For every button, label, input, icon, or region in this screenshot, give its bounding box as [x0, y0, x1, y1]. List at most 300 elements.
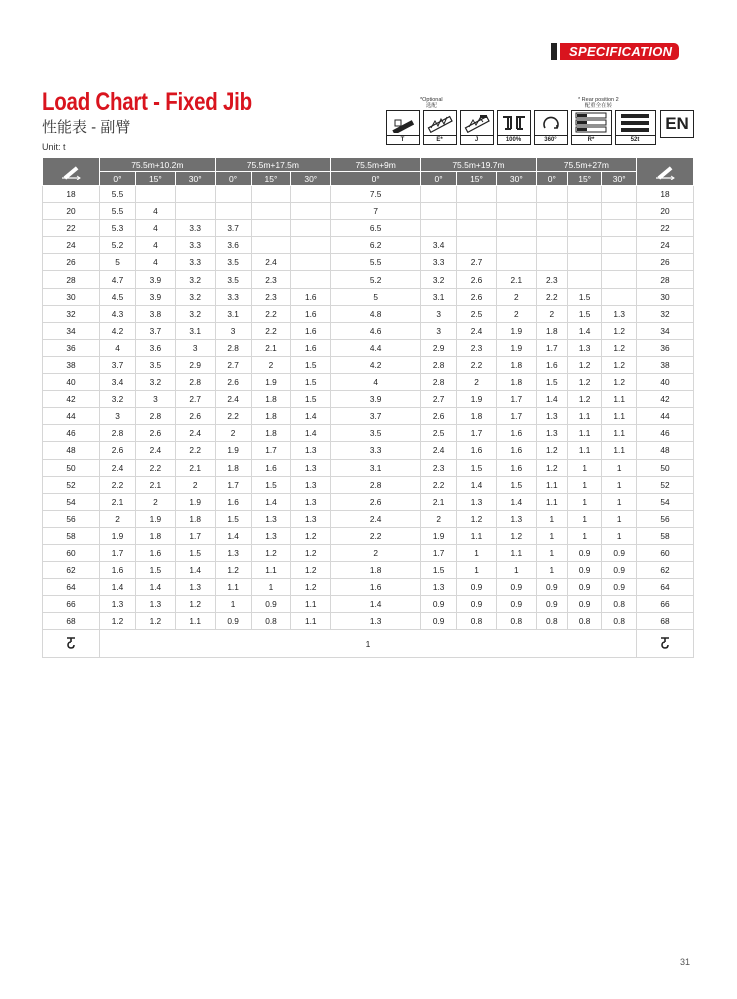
load-cell: 2.2 — [215, 408, 251, 425]
load-cell: 1.8 — [251, 391, 291, 408]
load-cell: 0.8 — [602, 596, 637, 613]
radius-cell: 26 — [43, 254, 100, 271]
boom-config-header: 75.5m+17.5m — [215, 158, 331, 172]
table-row — [43, 510, 694, 527]
load-cell: 1.7 — [496, 391, 536, 408]
load-cell: 2.6 — [421, 408, 457, 425]
load-cell: 2.3 — [251, 271, 291, 288]
load-cell: 2 — [100, 510, 136, 527]
load-cell — [251, 203, 291, 220]
load-cell: 1.5 — [536, 374, 567, 391]
load-cell: 1.2 — [602, 374, 637, 391]
crane-radius-icon — [60, 162, 82, 180]
load-cell: 1 — [602, 459, 637, 476]
load-cell: 0.9 — [536, 579, 567, 596]
boom-config-header: 75.5m+19.7m — [421, 158, 537, 172]
load-cell: 3.2 — [175, 271, 215, 288]
load-cell: 1.7 — [251, 442, 291, 459]
load-cell: 1.2 — [496, 527, 536, 544]
load-cell: 2.7 — [457, 254, 497, 271]
hook-block-icon — [43, 630, 100, 658]
load-cell: 1 — [602, 510, 637, 527]
table-header-groups — [43, 158, 694, 172]
table-row — [43, 322, 694, 339]
load-cell: 1.3 — [536, 408, 567, 425]
radius-cell: 64 — [637, 579, 694, 596]
load-cell: 1.1 — [457, 527, 497, 544]
table-row — [43, 562, 694, 579]
load-cell — [291, 237, 331, 254]
load-cell: 2.6 — [331, 493, 421, 510]
load-cell: 1.2 — [567, 391, 601, 408]
load-cell: 1 — [536, 527, 567, 544]
radius-cell: 22 — [637, 220, 694, 237]
radius-cell: 30 — [637, 288, 694, 305]
load-cell — [251, 220, 291, 237]
load-cell: 2.6 — [100, 442, 136, 459]
load-cell: 1.7 — [457, 425, 497, 442]
optional-note: *Optional 选配 — [420, 97, 443, 109]
load-cell: 2 — [457, 374, 497, 391]
load-cell: 0.8 — [536, 613, 567, 630]
load-cell: 3.4 — [100, 374, 136, 391]
radius-cell: 44 — [637, 408, 694, 425]
load-cell: 2 — [496, 305, 536, 322]
load-cell — [567, 220, 601, 237]
config-item-jib: J — [459, 110, 494, 145]
load-cell: 0.8 — [567, 613, 601, 630]
load-cell: 2 — [251, 356, 291, 373]
radius-cell: 34 — [637, 322, 694, 339]
load-cell: 1.6 — [251, 459, 291, 476]
load-cell: 1.6 — [215, 493, 251, 510]
angle-header: 0° — [536, 172, 567, 186]
load-cell: 2.2 — [536, 288, 567, 305]
load-cell: 1.2 — [291, 562, 331, 579]
load-cell: 1.3 — [215, 544, 251, 561]
load-cell: 1.1 — [175, 613, 215, 630]
load-cell: 1.4 — [215, 527, 251, 544]
radius-cell: 34 — [43, 322, 100, 339]
load-cell: 1.2 — [536, 442, 567, 459]
load-cell: 2 — [215, 425, 251, 442]
load-cell: 1.2 — [602, 339, 637, 356]
load-cell: 1.8 — [457, 408, 497, 425]
load-cell: 4.8 — [331, 305, 421, 322]
radius-cell: 24 — [43, 237, 100, 254]
load-cell: 1.4 — [251, 493, 291, 510]
radius-cell: 62 — [637, 562, 694, 579]
boom-config-header: 75.5m+27m — [536, 158, 636, 172]
load-cell: 2.3 — [457, 339, 497, 356]
load-cell: 0.9 — [496, 579, 536, 596]
load-cell: 5.5 — [100, 203, 136, 220]
load-cell: 3.1 — [215, 305, 251, 322]
load-cell: 1.4 — [567, 322, 601, 339]
load-cell: 1 — [602, 493, 637, 510]
load-cell — [457, 220, 497, 237]
load-cell: 1.6 — [291, 322, 331, 339]
load-cell — [215, 186, 251, 203]
load-cell — [536, 203, 567, 220]
load-cell: 1.1 — [536, 476, 567, 493]
load-cell: 1.1 — [567, 442, 601, 459]
load-cell: 5.5 — [331, 254, 421, 271]
table-row — [43, 271, 694, 288]
load-cell: 3.7 — [100, 356, 136, 373]
radius-cell: 42 — [637, 391, 694, 408]
counterweight-icon — [571, 110, 612, 136]
load-cell: 1.1 — [567, 408, 601, 425]
angle-header: 0° — [331, 172, 421, 186]
load-cell: 1.6 — [291, 288, 331, 305]
rear-position-note: * Rear position 2 配重全在转 — [578, 97, 619, 109]
load-cell — [602, 271, 637, 288]
load-cell: 1 — [457, 544, 497, 561]
load-cell — [567, 271, 601, 288]
load-cell: 1 — [567, 527, 601, 544]
load-cell — [215, 203, 251, 220]
table-row — [43, 220, 694, 237]
radius-cell: 32 — [637, 305, 694, 322]
load-cell: 1.5 — [175, 544, 215, 561]
load-cell: 1.2 — [291, 579, 331, 596]
load-cell: 3.3 — [215, 288, 251, 305]
load-cell: 0.9 — [567, 562, 601, 579]
radius-cell: 40 — [43, 374, 100, 391]
load-cell: 1.4 — [291, 425, 331, 442]
table-row — [43, 596, 694, 613]
table-row — [43, 288, 694, 305]
radius-cell: 46 — [637, 425, 694, 442]
load-cell: 2.7 — [421, 391, 457, 408]
load-cell — [602, 186, 637, 203]
load-cell: 1.5 — [215, 510, 251, 527]
radius-cell: 58 — [637, 527, 694, 544]
load-cell: 1.6 — [100, 562, 136, 579]
config-item-extension: E* — [422, 110, 457, 145]
load-cell: 1.1 — [215, 579, 251, 596]
load-cell: 1.8 — [536, 322, 567, 339]
load-cell: 1.9 — [421, 527, 457, 544]
load-cell: 1.6 — [536, 356, 567, 373]
load-cell: 4 — [136, 203, 176, 220]
load-cell: 1.4 — [496, 493, 536, 510]
load-cell: 2.4 — [457, 322, 497, 339]
load-cell: 3.6 — [215, 237, 251, 254]
load-cell: 5 — [100, 254, 136, 271]
load-cell: 1.8 — [251, 425, 291, 442]
load-cell: 1 — [567, 459, 601, 476]
table-row — [43, 305, 694, 322]
load-cell: 2.2 — [457, 356, 497, 373]
load-cell: 4.5 — [100, 288, 136, 305]
rotation-icon — [534, 110, 568, 136]
load-cell — [536, 220, 567, 237]
load-cell: 1.9 — [215, 442, 251, 459]
load-cell: 3.7 — [136, 322, 176, 339]
load-cell — [567, 237, 601, 254]
outrigger-icon — [497, 110, 531, 136]
load-cell: 3.9 — [136, 288, 176, 305]
radius-cell: 28 — [43, 271, 100, 288]
table-row — [43, 356, 694, 373]
load-cell: 2.1 — [175, 459, 215, 476]
load-cell: 3.2 — [136, 374, 176, 391]
load-cell: 1.3 — [251, 527, 291, 544]
radius-cell: 32 — [43, 305, 100, 322]
load-cell: 1.2 — [602, 322, 637, 339]
table-row — [43, 408, 694, 425]
table-row — [43, 459, 694, 476]
load-cell: 1.2 — [567, 374, 601, 391]
load-cell: 0.9 — [602, 562, 637, 579]
load-cell: 1.9 — [457, 391, 497, 408]
load-cell: 3.9 — [331, 391, 421, 408]
load-cell: 1.8 — [215, 459, 251, 476]
load-cell: 1 — [536, 510, 567, 527]
load-cell: 3.5 — [215, 271, 251, 288]
load-cell: 1 — [567, 510, 601, 527]
radius-header-right — [637, 158, 694, 186]
load-cell: 1.7 — [215, 476, 251, 493]
load-cell: 1 — [536, 544, 567, 561]
radius-cell: 28 — [637, 271, 694, 288]
load-cell: 1 — [457, 562, 497, 579]
load-cell: 1.6 — [496, 425, 536, 442]
load-cell: 4.4 — [331, 339, 421, 356]
radius-cell: 40 — [637, 374, 694, 391]
load-cell — [457, 186, 497, 203]
config-item-counterweight-stack: 52t — [614, 110, 656, 145]
load-cell: 0.9 — [602, 544, 637, 561]
radius-cell: 68 — [43, 613, 100, 630]
load-cell — [567, 186, 601, 203]
radius-cell: 68 — [637, 613, 694, 630]
load-cell: 3.5 — [215, 254, 251, 271]
radius-cell: 60 — [43, 544, 100, 561]
boom-config-header: 75.5m+10.2m — [100, 158, 216, 172]
load-cell: 1.1 — [602, 408, 637, 425]
load-cell: 2.2 — [331, 527, 421, 544]
counterweight-stack-icon — [615, 110, 656, 136]
load-cell: 5.5 — [100, 186, 136, 203]
load-cell: 3 — [136, 391, 176, 408]
load-cell: 1.5 — [567, 305, 601, 322]
load-cell: 1.8 — [496, 356, 536, 373]
load-cell: 0.9 — [457, 579, 497, 596]
load-cell — [291, 271, 331, 288]
load-cell: 1.3 — [291, 493, 331, 510]
radius-cell: 38 — [43, 356, 100, 373]
banner-label: SPECIFICATION — [560, 43, 679, 60]
load-cell: 1.2 — [457, 510, 497, 527]
load-cell: 1.3 — [136, 596, 176, 613]
load-cell — [457, 237, 497, 254]
load-cell: 2.8 — [215, 339, 251, 356]
load-cell: 2.1 — [251, 339, 291, 356]
table-row — [43, 493, 694, 510]
load-cell — [567, 254, 601, 271]
load-cell: 2 — [536, 305, 567, 322]
radius-cell: 60 — [637, 544, 694, 561]
load-cell: 1.4 — [175, 562, 215, 579]
specification-banner — [551, 43, 679, 60]
load-cell: 3.3 — [175, 220, 215, 237]
load-cell: 7 — [331, 203, 421, 220]
load-cell: 0.9 — [567, 596, 601, 613]
load-cell: 0.8 — [496, 613, 536, 630]
load-cell: 2.6 — [215, 374, 251, 391]
load-cell — [251, 186, 291, 203]
load-cell: 5.2 — [331, 271, 421, 288]
angle-header: 15° — [136, 172, 176, 186]
config-item-counterweight: R* — [570, 110, 612, 145]
load-cell: 3.3 — [175, 254, 215, 271]
load-cell — [421, 220, 457, 237]
angle-header: 0° — [215, 172, 251, 186]
radius-cell: 18 — [43, 186, 100, 203]
radius-cell: 20 — [43, 203, 100, 220]
radius-cell: 56 — [43, 510, 100, 527]
load-cell: 2.9 — [421, 339, 457, 356]
load-cell: 3.3 — [331, 442, 421, 459]
table-row — [43, 237, 694, 254]
load-cell: 4.7 — [100, 271, 136, 288]
load-cell — [536, 237, 567, 254]
load-cell: 1.3 — [175, 579, 215, 596]
load-cell: 3.2 — [175, 288, 215, 305]
load-cell: 1.1 — [567, 425, 601, 442]
load-cell: 2 — [175, 476, 215, 493]
table-row — [43, 442, 694, 459]
angle-header: 15° — [567, 172, 601, 186]
load-cell: 3.4 — [421, 237, 457, 254]
load-cell: 1.1 — [251, 562, 291, 579]
load-cell — [602, 237, 637, 254]
radius-cell: 48 — [43, 442, 100, 459]
crane-radius-icon — [654, 162, 676, 180]
load-cell: 2.7 — [175, 391, 215, 408]
load-cell: 1.1 — [291, 596, 331, 613]
load-cell: 5.3 — [100, 220, 136, 237]
radius-cell: 50 — [43, 459, 100, 476]
load-cell: 1.6 — [496, 459, 536, 476]
table-row — [43, 579, 694, 596]
load-cell: 4 — [136, 237, 176, 254]
load-cell — [602, 203, 637, 220]
load-cell: 3.2 — [175, 305, 215, 322]
load-cell: 3.7 — [331, 408, 421, 425]
load-cell — [536, 254, 567, 271]
load-cell: 1.6 — [331, 579, 421, 596]
load-cell: 1.2 — [175, 596, 215, 613]
load-cell: 2.1 — [136, 476, 176, 493]
page-title: Load Chart - Fixed Jib — [42, 88, 252, 116]
load-cell: 2.9 — [175, 356, 215, 373]
load-cell: 1 — [215, 596, 251, 613]
config-item-telescopic: T — [385, 110, 420, 145]
load-cell — [496, 237, 536, 254]
radius-cell: 54 — [637, 493, 694, 510]
configuration-icons — [385, 110, 694, 145]
load-cell: 3.6 — [136, 339, 176, 356]
load-cell: 2.2 — [251, 305, 291, 322]
load-cell: 2 — [331, 544, 421, 561]
load-cell: 1.5 — [251, 476, 291, 493]
load-cell: 2.2 — [421, 476, 457, 493]
load-cell: 2.4 — [421, 442, 457, 459]
load-cell: 1.6 — [291, 339, 331, 356]
load-cell: 3.2 — [421, 271, 457, 288]
load-cell: 3.5 — [136, 356, 176, 373]
radius-header-left — [43, 158, 100, 186]
load-cell: 0.9 — [567, 579, 601, 596]
radius-cell: 66 — [637, 596, 694, 613]
table-row — [43, 186, 694, 203]
load-cell: 2.1 — [496, 271, 536, 288]
load-cell: 1.5 — [496, 476, 536, 493]
load-cell: 2.4 — [136, 442, 176, 459]
load-cell: 1.4 — [100, 579, 136, 596]
load-cell: 1 — [602, 527, 637, 544]
load-cell — [567, 203, 601, 220]
load-cell: 1.8 — [496, 374, 536, 391]
load-cell: 3.5 — [331, 425, 421, 442]
load-cell: 1 — [602, 476, 637, 493]
load-cell — [175, 203, 215, 220]
load-cell: 1.3 — [291, 510, 331, 527]
radius-cell: 62 — [43, 562, 100, 579]
angle-header: 30° — [291, 172, 331, 186]
extension-icon — [423, 110, 457, 136]
radius-cell: 44 — [43, 408, 100, 425]
hook-block-icon — [637, 630, 694, 658]
load-cell: 0.9 — [457, 596, 497, 613]
radius-cell: 38 — [637, 356, 694, 373]
page-subtitle: 性能表 - 副臂 — [42, 119, 131, 136]
load-cell: 2.6 — [457, 271, 497, 288]
load-cell: 2.8 — [100, 425, 136, 442]
load-cell: 4.6 — [331, 322, 421, 339]
language-badge: EN — [660, 110, 694, 138]
load-cell: 3.7 — [215, 220, 251, 237]
load-cell: 2.4 — [100, 459, 136, 476]
load-cell: 2.2 — [251, 322, 291, 339]
load-cell: 2 — [136, 493, 176, 510]
load-cell — [602, 288, 637, 305]
load-cell: 1.3 — [331, 613, 421, 630]
table-row — [43, 374, 694, 391]
radius-cell: 52 — [43, 476, 100, 493]
load-cell: 4 — [100, 339, 136, 356]
load-cell: 1.7 — [421, 544, 457, 561]
load-cell: 1.1 — [496, 544, 536, 561]
load-cell: 5 — [331, 288, 421, 305]
load-cell — [602, 220, 637, 237]
load-cell: 1.9 — [175, 493, 215, 510]
load-cell: 0.9 — [536, 596, 567, 613]
radius-cell: 36 — [637, 339, 694, 356]
load-cell — [421, 186, 457, 203]
load-cell: 2.5 — [457, 305, 497, 322]
load-cell: 2.2 — [136, 459, 176, 476]
load-cell: 1.5 — [291, 374, 331, 391]
load-cell — [496, 254, 536, 271]
load-cell — [291, 220, 331, 237]
load-cell — [602, 254, 637, 271]
angle-header: 0° — [421, 172, 457, 186]
